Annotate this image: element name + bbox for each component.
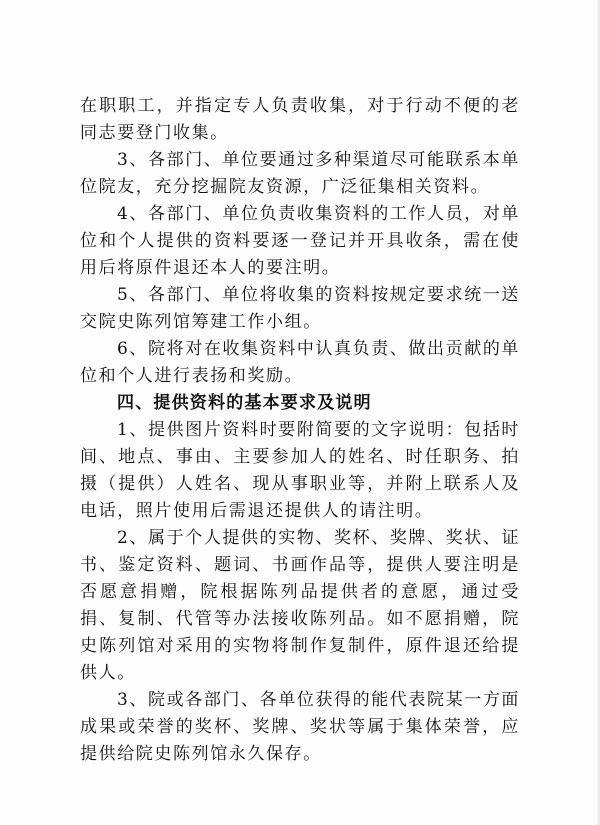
paragraph-continuation: 在职职工，并指定专人负责收集，对于行动不便的老同志要登门收集。 [80, 96, 520, 143]
document-body [80, 93, 520, 768]
paragraph-requirement-2: 2、属于个人提供的实物、奖杯、奖牌、奖状、证书、鉴定资料、题词、书画作品等，提供人要注明是否愿意捐赠，院根据陈列品提供者的意愿，通过受捐、复制、代管等办法接收陈列品。如不愿捐赠，院史陈列馆对采用的实物将制作复制件，原件退还给提供人。 [80, 528, 521, 683]
section-heading: 四、提供资料的基本要求及说明 [117, 393, 372, 413]
paragraph-requirement-3: 3、院或各部门、各单位获得的能代表院某一方面成果或荣誉的奖杯、奖牌、奖状等属于集体荣誉，应提供给院史陈列馆永久保存。 [80, 690, 521, 764]
paragraph-item-6: 6、院将对在收集资料中认真负责、做出贡献的单位和个人进行表扬和奖励。 [80, 339, 521, 386]
paragraph-item-4: 4、各部门、单位负责收集资料的工作人员，对单位和个人提供的资料要逐一登记并开具收条，需在使用后将原件退还本人的要注明。 [80, 204, 521, 278]
paragraph-requirement-1: 1、提供图片资料时要附简要的文字说明：包括时间、地点、事由、主要参加人的姓名、时任职务、拍摄（提供）人姓名、现从事职业等，并附上联系人及电话，照片使用后需退还提供人的请注明。 [80, 420, 521, 521]
paragraph-item-3: 3、各部门、单位要通过多种渠道尽可能联系本单位院友，充分挖掘院友资源，广泛征集相关资料。 [80, 150, 521, 197]
paragraph-item-5: 5、各部门、单位将收集的资料按规定要求统一送交院史陈列馆筹建工作小组。 [80, 285, 521, 332]
